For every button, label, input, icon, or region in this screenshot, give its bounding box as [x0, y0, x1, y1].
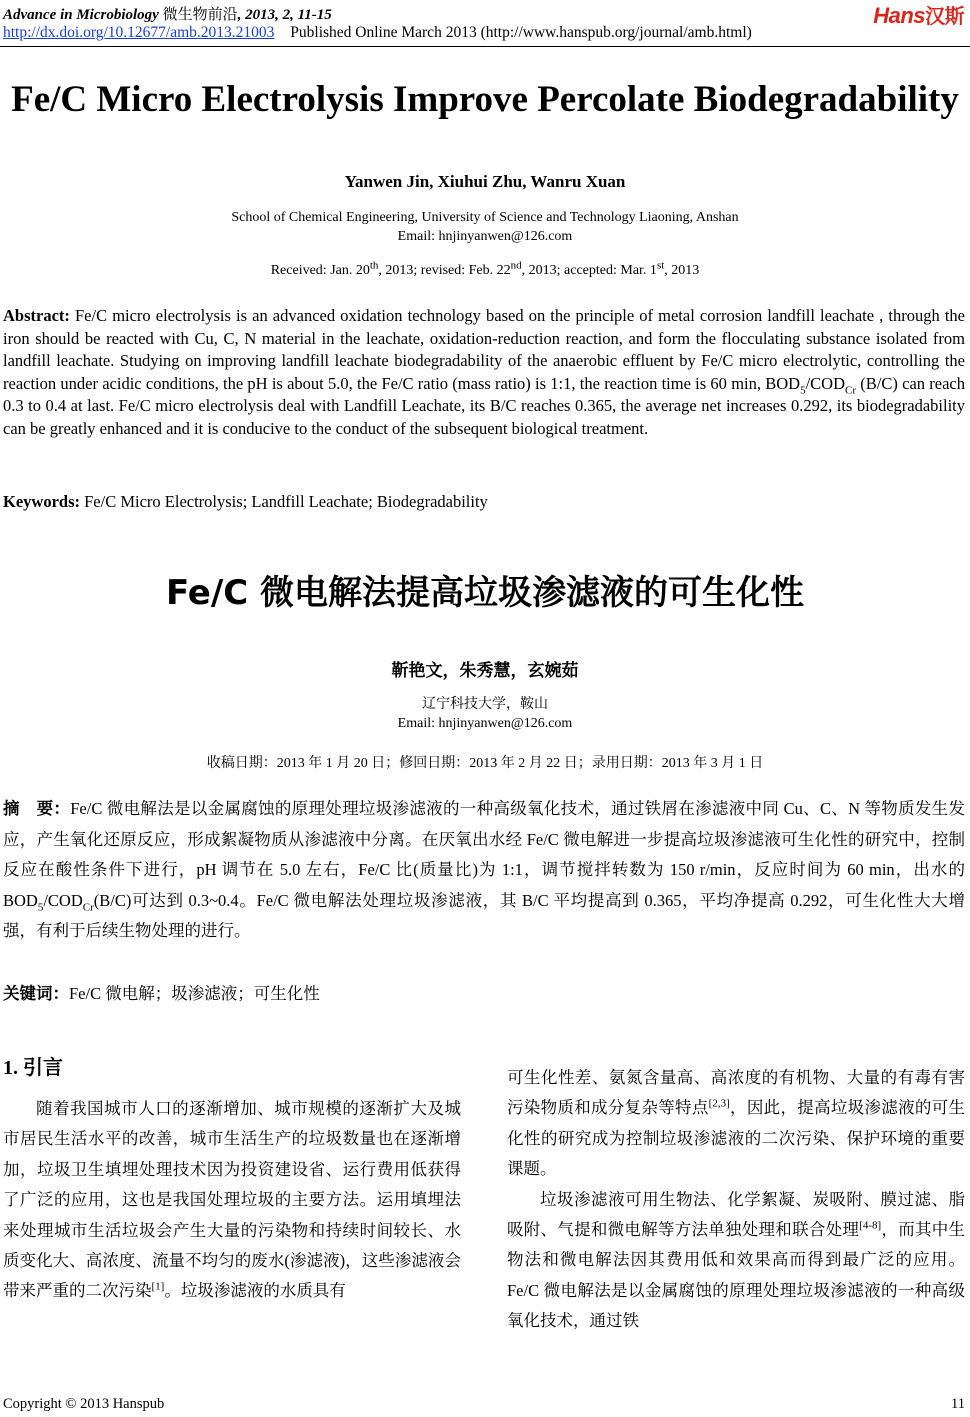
abstract-label-cn: 摘 要：: [3, 799, 71, 818]
page-footer: [3, 1396, 965, 1413]
hanspub-logo: Hans汉斯: [873, 3, 964, 28]
page-number: 11: [951, 1396, 965, 1412]
paragraph: 可生化性差、氨氮含量高、高浓度的有机物、大量的有毒有害污染物质和成分复杂等特点[2,3]，因此，提高垃圾渗滤液的可生化性的研究成为控制垃圾渗滤液的二次污染、保护环境的重要课题。: [507, 1068, 965, 1179]
authors-en: Yanwen Jin, Xiuhui Zhu, Wanru Xuan: [344, 172, 626, 191]
journal-name-cn: 微生物前沿: [162, 7, 238, 23]
affiliation-cn: 辽宁科技大学，鞍山 Email: hnjinyanwen@126.com: [0, 695, 970, 733]
keywords-en: Keywords: Fe/C Micro Electrolysis; Landfill Leachate; Biodegradability: [3, 492, 488, 511]
doi-line: [3, 24, 752, 42]
paper-title-cn: Fe/C 微电解法提高垃圾渗滤液的可生化性: [165, 573, 805, 613]
copyright: Copyright © 2013 Hanspub: [3, 1396, 165, 1412]
journal-issue: , 2013, 2, 11-15: [237, 7, 332, 23]
journal-header: [3, 3, 332, 24]
email-en: Email: hnjinyanwen@126.com: [397, 229, 573, 244]
citation-ref[interactable]: [4-8]: [859, 1219, 882, 1232]
doi-link[interactable]: http://dx.doi.org/10.12677/amb.2013.21003: [3, 24, 275, 41]
email-cn: Email: hnjinyanwen@126.com: [397, 716, 573, 731]
citation-ref[interactable]: [2,3]: [708, 1097, 730, 1110]
journal-name: Advance in Microbiology: [3, 7, 159, 23]
paper-title-en: Fe/C Micro Electrolysis Improve Percolate Biodegradability: [11, 79, 959, 120]
body-column-left: [3, 1094, 461, 1307]
affiliation-en: School of Chemical Engineering, University of Science and Technology Liaoning, Anshan Email: hnjinyanwen@126.com: [0, 208, 970, 246]
header-rule: [0, 46, 970, 47]
keywords-label-cn: 关键词：: [3, 984, 69, 1003]
paragraph: 垃圾渗滤液可用生物法、化学絮凝、炭吸附、膜过滤、脂吸附、气提和微电解等方法单独处理和联合处理[4-8]，而其中生物法和微电解法因其费用低和效果高而得到最广泛的应用。Fe/C 微电解法是以金属腐蚀的原理处理垃圾渗滤液的一种高级氧化技术，通过铁: [507, 1189, 966, 1331]
authors-cn: 靳艳文，朱秀慧，玄婉茹: [391, 661, 579, 681]
abstract-en: Abstract: Fe/C micro electrolysis is an advanced oxidation technology based on the principle of metal corrosion landfill leachate , through the iron should be reacted with Cu, C, N material in the leachate, oxidation-reduction reaction, and form the flocculating substance isolated from landfill leachate. Studying on improving landfill leachate biodegradability of the anaerobic effluent by Fe/C micro electrolytic, controlling the reaction under acidic conditions, the pH is about 5.0, the Fe/C ratio (mass ratio) is 1:1, the reaction time is 60 min, $BOD_5/COD_{Cr}$ (B/C) can reach 0.3 to 0.4 at last. Fe/C micro electrolysis deal with Landfill Leachate, its B/C reaches 0.365, the average net increases 0.292, its biodegradability can be greatly enhanced and it is conducive to the conduct of the subsequent biological treatment.: [3, 306, 965, 438]
published-online: Published Online March 2013 (http://www.hanspub.org/journal/amb.html): [290, 24, 752, 41]
citation-ref[interactable]: [1]: [151, 1280, 165, 1293]
body-column-right: [507, 1063, 965, 1337]
paragraph: 随着我国城市人口的逐渐增加、城市规模的逐渐扩大及城市居民生活水平的改善，城市生活生产的垃圾数量也在逐渐增加，垃圾卫生填埋处理技术因为投资建设省、运行费用低获得了广泛的应用，这也是我国处理垃圾的主要方法。运用填埋法来处理城市生活垃圾会产生大量的污染物和持续时间较长、水质变化大、高浓度、流量不均匀的废水(渗滤液)，这些渗滤液会带来严重的二次污染[1]。垃圾渗滤液的水质具有: [3, 1099, 461, 1301]
abstract-label: Abstract:: [3, 306, 70, 325]
dates-cn: 收稿日期：2013 年 1 月 20 日；修回日期：2013 年 2 月 22 日；录用日期：2013 年 3 月 1 日: [206, 756, 764, 771]
dates-en: Received: Jan. 20th, 2013; revised: Feb. 22nd, 2013; accepted: Mar. 1st, 2013: [270, 259, 700, 278]
keywords-label: Keywords:: [3, 492, 80, 511]
section-heading-introduction: 1. 引言: [3, 1057, 63, 1079]
abstract-cn: 摘 要：Fe/C 微电解法是以金属腐蚀的原理处理垃圾渗滤液的一种高级氧化技术，通过铁屑在渗滤液中同 Cu、C、N 等物质发生发应，产生氧化还原反应，形成絮凝物质从渗滤液中分离。在厌氧出水经 Fe/C 微电解进一步提高垃圾渗滤液可生化性的研究中，控制反应在酸性条件下进行，pH 调节在 5.0 左右，Fe/C 比(质量比)为 1:1，调节搅拌转数为 150 r/min，反应时间为 60 min，出水的 $BOD_5/COD_{Cr}(B/C)$可达到 0.3~0.4。Fe/C 微电解法处理垃圾渗滤液，其 B/C 平均提高到 0.365，平均净提高 0.292，可生化性大大增强，有利于后续生物处理的进行。: [3, 799, 965, 940]
keywords-cn: 关键词：Fe/C 微电解；圾渗滤液；可生化性: [3, 984, 320, 1003]
